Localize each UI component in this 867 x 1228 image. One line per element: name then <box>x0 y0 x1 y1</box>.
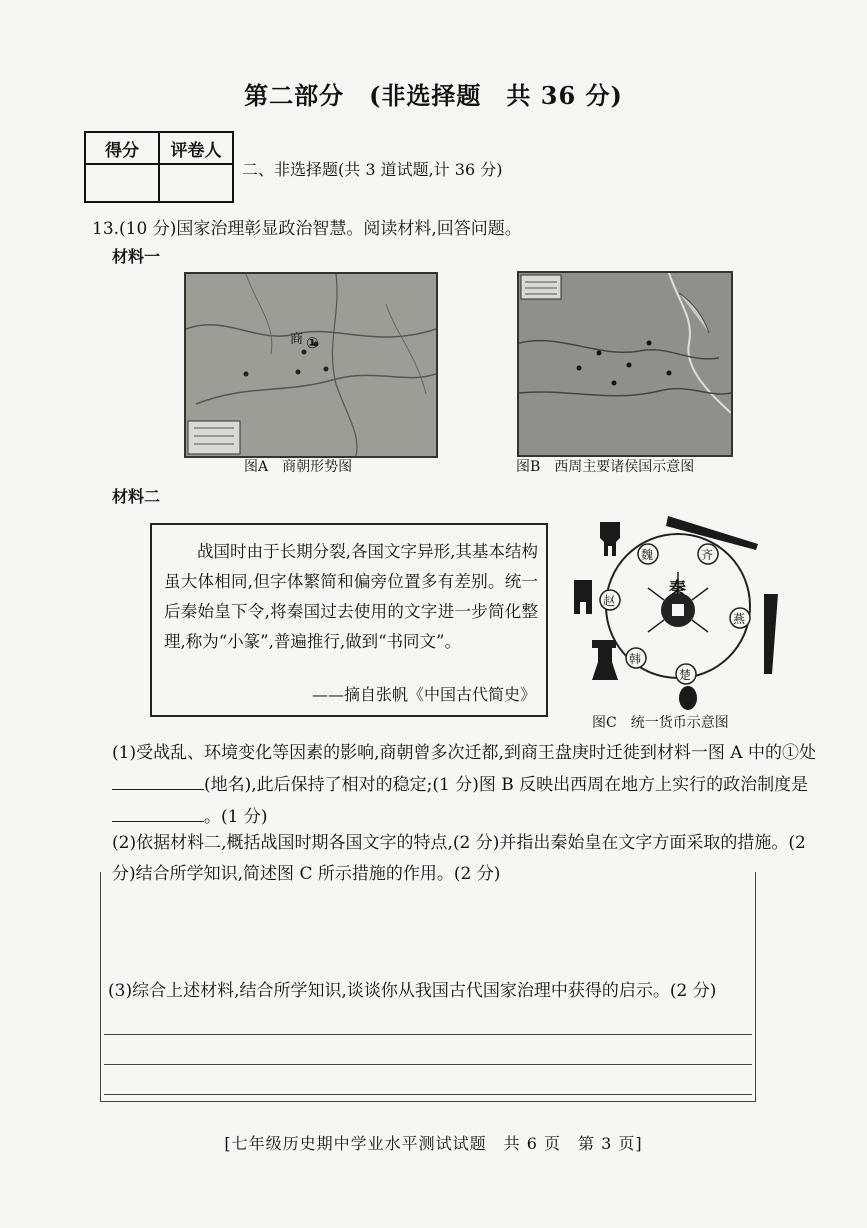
spade-coin-icon <box>592 640 618 680</box>
spade-coin-icon <box>600 522 620 556</box>
map-a-marker-1: ① <box>306 334 319 352</box>
state-chu: 楚 <box>679 668 692 682</box>
map-b-drawing <box>519 273 731 455</box>
sub-question-1 <box>112 738 830 833</box>
map-western-zhou-states <box>517 271 733 457</box>
grader-header: 评卷人 <box>159 132 233 164</box>
q1-blank-political-system[interactable] <box>112 801 204 822</box>
state-qi: 齐 <box>701 548 714 562</box>
score-cell[interactable] <box>85 164 159 202</box>
map-shang-dynasty <box>184 272 438 458</box>
state-zhao: 赵 <box>603 594 616 608</box>
passage-source: ——摘自张帆《中国古代简史》 <box>311 685 536 704</box>
knife-coin-icon <box>764 594 778 674</box>
q1-text-a: (1)受战乱、环境变化等因素的影响,商朝曾多次迁都,到商王盘庚时迁徙到材料一图 A 中的①处 <box>112 743 816 763</box>
map-a-shang-label: 商 <box>290 332 304 347</box>
sub-question-2: (2)依据材料二,概括战国时期各国文字的特点,(2 分)并指出秦始皇在文字方面采取的措施。(2 分)结合所学知识,简述图 C 所示措施的作用。(2 分) <box>112 833 806 884</box>
map-b-caption: 图B 西周主要诸侯国示意图 <box>516 459 695 475</box>
map-a-caption: 图A 商朝形势图 <box>244 459 353 475</box>
q1-blank-place-name[interactable] <box>112 769 204 790</box>
spade-coin-icon <box>574 580 592 614</box>
answer-line[interactable] <box>104 1034 752 1035</box>
state-wei: 魏 <box>641 548 654 562</box>
figure-c-caption: 图C 统一货币示意图 <box>592 715 729 731</box>
map-a-drawing <box>186 274 436 456</box>
score-header: 得分 <box>85 132 159 164</box>
grader-cell[interactable] <box>159 164 233 202</box>
ant-nose-coin-icon <box>679 686 697 710</box>
score-table <box>84 131 234 203</box>
question-13-stem: 13.(10 分)国家治理彰显政治智慧。阅读材料,回答问题。 <box>92 219 522 239</box>
answer-line[interactable] <box>104 1064 752 1065</box>
material-2-passage-box <box>150 523 548 717</box>
q1-text-c: 。(1 分) <box>204 807 268 827</box>
answer-line[interactable] <box>104 1094 752 1095</box>
section-heading: 二、非选择题(共 3 道试题,计 36 分) <box>242 160 503 179</box>
page-footer: [七年级历史期中学业水平测试试题 共 6 页 第 3 页] <box>224 1134 643 1153</box>
figure-c-coin-diagram <box>568 510 788 710</box>
material-2-passage: 战国时由于长期分裂,各国文字异形,其基本结构虽大体相同,但字体繁简和偏旁位置多有差别。统一后秦始皇下令,将秦国过去使用的文字进一步简化整理,称为“小篆”,普遍推行,做到“书同文”。 <box>164 542 538 651</box>
material-2-label: 材料二 <box>112 487 161 506</box>
state-yan: 燕 <box>733 612 746 626</box>
figure-c-drawing <box>568 510 788 710</box>
part-title: 第二部分 (非选择题 共 36 分) <box>244 81 623 110</box>
q1-text-b: (地名),此后保持了相对的稳定;(1 分)图 B 反映出西周在地方上实行的政治制度是 <box>204 775 809 795</box>
state-han: 韩 <box>629 652 642 666</box>
sub-question-3: (3)综合上述材料,结合所学知识,谈谈你从我国古代国家治理中获得的启示。(2 分) <box>108 981 717 1001</box>
figure-c-center-qin: 秦 <box>669 579 686 599</box>
material-1-label: 材料一 <box>112 247 161 266</box>
